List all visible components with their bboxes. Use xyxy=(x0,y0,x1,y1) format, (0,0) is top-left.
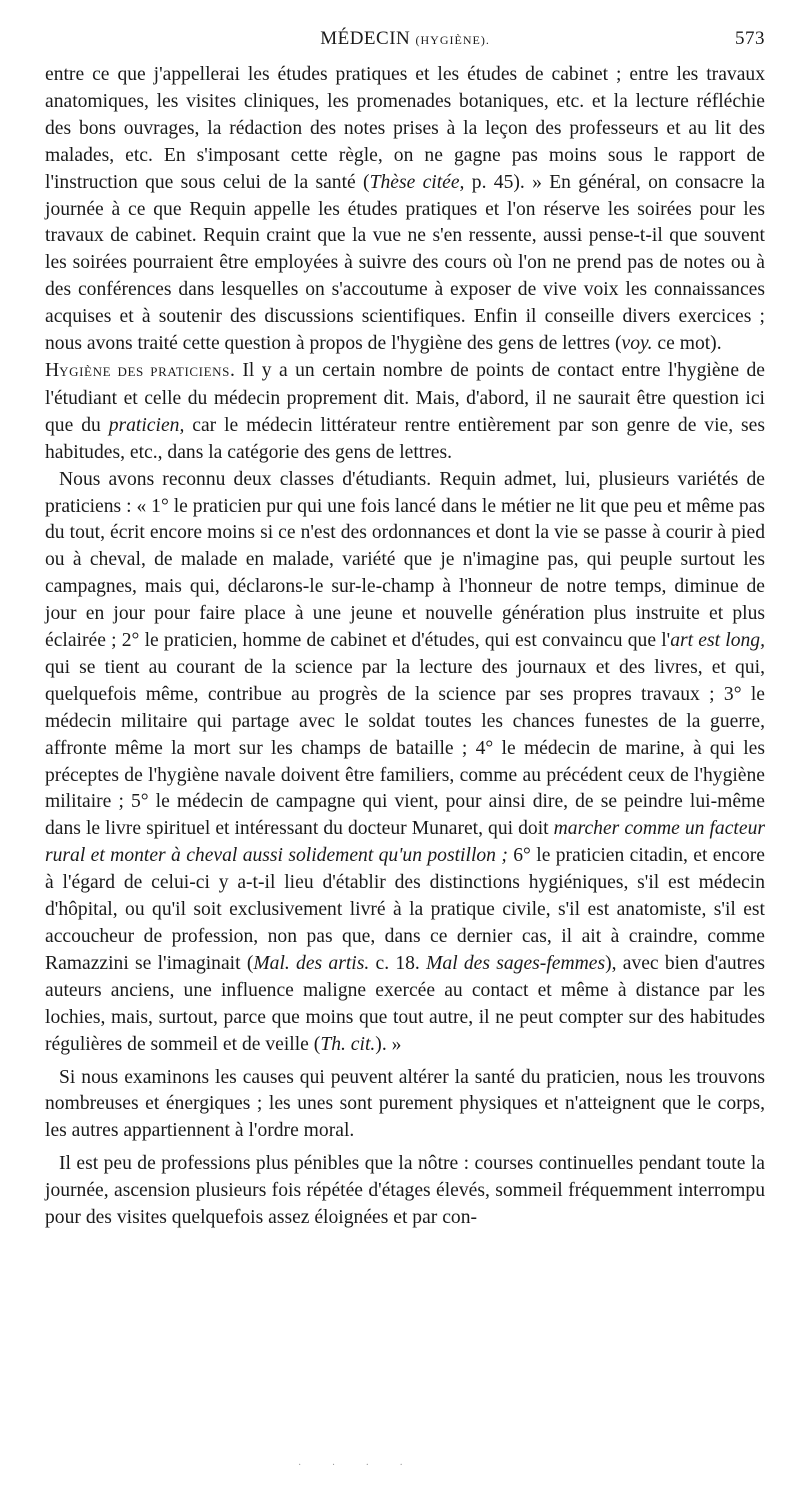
text-run: . Il y a un certain nombre de points de contact entre l'hygiène de l'étudiant et celle du médecin proprement dit. Mais, d'abord, il ne saurait être question ici que du xyxy=(45,359,765,436)
paragraph-continuation xyxy=(45,62,765,358)
citation-italic: Mal des sages-femmes xyxy=(426,952,606,974)
running-head xyxy=(45,28,765,62)
text-run: ce mot). xyxy=(652,333,722,355)
running-title-main: MÉDECIN xyxy=(320,28,411,49)
text-run: c. 18. xyxy=(369,952,427,974)
paragraph-hygiene-praticiens xyxy=(45,358,765,467)
page-number: 573 xyxy=(735,28,765,49)
text-run: qui se tient au courant de la science par la lecture des journaux et des livres, et qui, quelquefois même, contribue au progrès de la science par ses propres travaux ; 3° le médecin militaire qui partage avec le soldat toutes les chances funestes de la guerre, affronte même la mort sur les champs de bataille ; 4° le médecin de marine, à qui les préceptes de l'hygiène navale doivent être familiers, comme au précédent ceux de l'hygiène militaire ; 5° le médecin de campagne qui vient, pour ainsi dire, de se peindre lui-même dans le livre spirituel et intéressant du docteur Munaret, qui doit xyxy=(45,656,765,840)
text-run: p. 45). » En général, on consacre la journée à ce que Requin appelle les études pratiques et l'on réserve les soirées pour les travaux de cabinet. Requin craint que la vue ne s'en ressente, aussi pense-t-il que souvent les soirées pourraient être employées à suivre des cours où l'on ne prend pas de notes ou à des conférences dans lesquelles on s'accoutume à exposer de vive voix les connaissances acquises et à soutenir des discussions scientifiques. Enfin il conseille divers exercices ; nous avons traité cette question à propos de l'hygiène des gens de lettres ( xyxy=(45,171,766,355)
emphasis-italic: praticien, xyxy=(108,414,185,436)
citation-italic: voy. xyxy=(621,333,653,355)
text-run: 6° le praticien citadin, et encore à l'égard de celui-ci y a-t-il lieu d'établir des distinctions hygiéniques, s'il est médecin d'hôpital, ou qu'il soit exclusivement livré à la pratique civile, s'il est anatomiste, s'il est accoucheur de profession, non pas que, dans ce dernier cas, il ait à craindre, comme Ramazzini se l'imaginait ( xyxy=(45,845,765,974)
emphasis-italic: marcher comme un facteur rural et monter à cheval aussi solidement qu'un postillon ; xyxy=(45,818,765,867)
emphasis-italic: art est long, xyxy=(670,630,765,652)
section-heading: HYGIÈNE DES PRATICIENS xyxy=(45,359,230,381)
text-run: ). » xyxy=(375,1033,402,1055)
body-text xyxy=(45,62,765,1232)
paragraph-professions: Il est peu de professions plus pénibles que la nôtre : courses continuelles pendant toute la journée, ascension plusieurs fois répétée d'étages élevés, sommeil fréquemment interrompu pour des visites quelquefois assez éloignées et par con- xyxy=(45,1153,765,1229)
text-run: ), avec bien d'autres auteurs anciens, une influence maligne exercée au contact et même à distance par les lochies, mais, surtout, parce que moins que tout autre, il ne peut compter sur des habitudes régulières de sommeil et de veille ( xyxy=(45,952,765,1055)
running-title xyxy=(45,28,765,50)
text-run: Nous avons reconnu deux classes d'étudiants. Requin admet, lui, plusieurs variétés de praticiens : « 1° le praticien pur qui une fois lancé dans le métier ne lit que peu et même pas du tout, écrit encore moins si ce n'est des ordonnances et dont la vie se passe à courir à pied ou à cheval, de malade en malade, variété que je n'imagine pas, qui peuple surtout les campagnes, mais qui, déclarons-le sur-le-champ à l'honneur de notre temps, diminue de jour en jour pour faire place à une jeune et nouvelle génération plus instruite et plus éclairée ; 2° le praticien, homme de cabinet et d'études, qui est convaincu que l' xyxy=(45,468,765,652)
paragraph-varietes xyxy=(45,467,765,1059)
print-artifact-marks: · · · · xyxy=(298,1460,417,1471)
paragraph-causes: Si nous examinons les causes qui peuvent altérer la santé du praticien, nous les trouvons nombreuses et énergiques ; les unes sont purement physiques et n'atteignent que le corps, les autres appartiennent à l'ordre moral. xyxy=(45,1066,765,1142)
text-run: car le médecin littérateur rentre entièrement par son genre de vie, ses habitudes, etc., dans la catégorie des gens de lettres. xyxy=(45,414,765,463)
text-run: entre ce que j'appellerai les études pratiques et les études de cabinet ; entre les travaux anatomiques, les visites cliniques, les promenades botaniques, etc. et la lecture réfléchie des bons ouvrages, la rédaction des notes prises à la leçon des professeurs et au lit des malades, etc. En s'imposant cette règle, on ne gagne pas moins sous le rapport de l'instruction que sous celui de la santé ( xyxy=(45,64,765,193)
running-title-subject: (HYGIÈNE). xyxy=(415,33,490,47)
citation-italic: Th. cit. xyxy=(320,1033,376,1055)
page xyxy=(45,28,765,1232)
citation-italic: Thèse citée, xyxy=(369,171,465,193)
citation-italic: Mal. des artis. xyxy=(253,952,370,974)
